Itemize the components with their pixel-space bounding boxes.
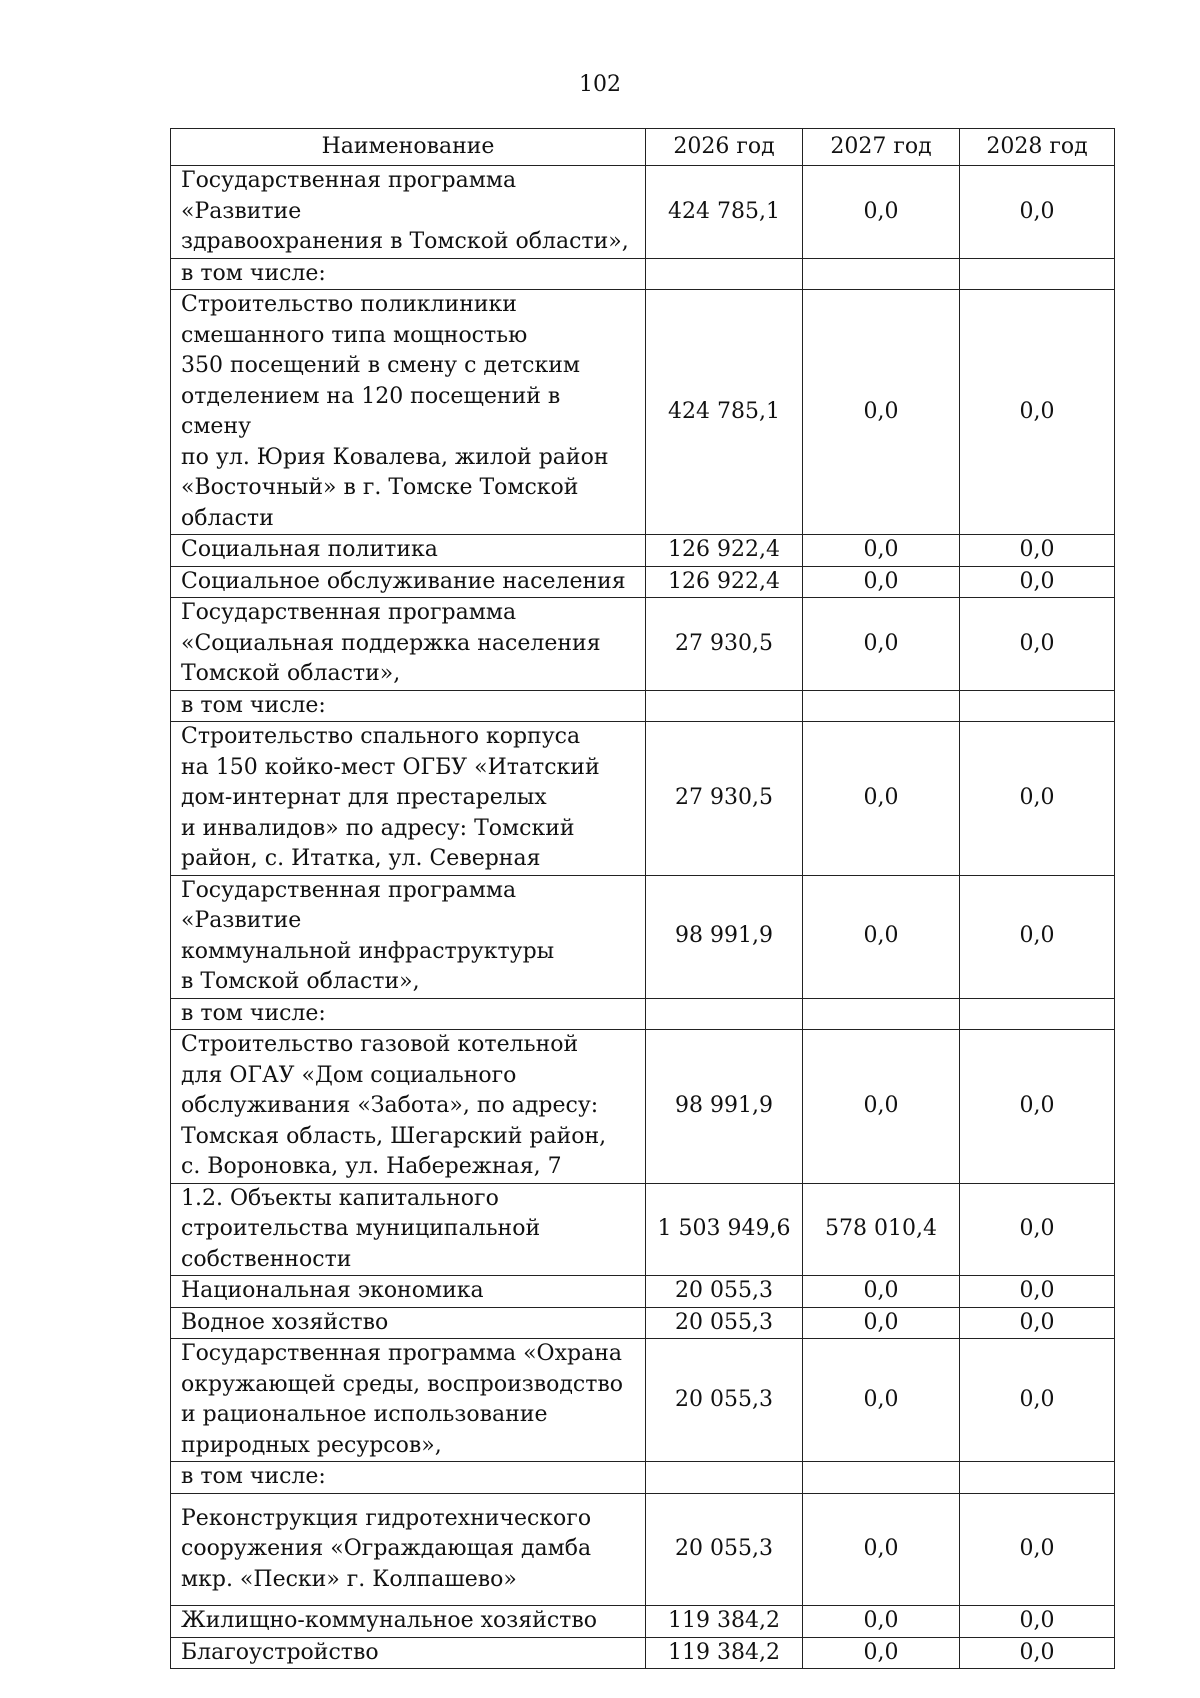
value-2026 [646, 998, 803, 1030]
row-name: Государственная программа «Социальная поддержка населения Томской области», [171, 598, 646, 691]
value-2028: 0,0 [960, 1493, 1115, 1606]
value-2028: 0,0 [960, 875, 1115, 998]
header-2028: 2028 год [960, 129, 1115, 166]
table-row [171, 722, 1115, 876]
header-2027: 2027 год [803, 129, 960, 166]
value-2028: 0,0 [960, 598, 1115, 691]
table-row [171, 290, 1115, 535]
value-2028 [960, 1462, 1115, 1494]
row-name: 1.2. Объекты капитального строительства муниципальной собственности [171, 1183, 646, 1276]
value-2027 [803, 998, 960, 1030]
value-2028: 0,0 [960, 1307, 1115, 1339]
value-2027: 0,0 [803, 1030, 960, 1184]
row-name: Реконструкция гидротехнического сооружения «Ограждающая дамба мкр. «Пески» г. Колпашево» [171, 1493, 646, 1606]
row-name: в том числе: [171, 998, 646, 1030]
table-row [171, 1493, 1115, 1606]
value-2028: 0,0 [960, 1637, 1115, 1669]
value-2026 [646, 1462, 803, 1494]
row-name: Водное хозяйство [171, 1307, 646, 1339]
value-2027: 0,0 [803, 875, 960, 998]
value-2026 [646, 258, 803, 290]
table-row [171, 566, 1115, 598]
table-header-row [171, 129, 1115, 166]
value-2026: 1 503 949,6 [646, 1183, 803, 1276]
header-2026: 2026 год [646, 129, 803, 166]
row-name: Жилищно-коммунальное хозяйство [171, 1606, 646, 1638]
value-2026: 98 991,9 [646, 875, 803, 998]
value-2027: 0,0 [803, 1339, 960, 1462]
value-2026: 126 922,4 [646, 566, 803, 598]
value-2028 [960, 998, 1115, 1030]
table-row [171, 1462, 1115, 1494]
value-2027: 0,0 [803, 566, 960, 598]
row-name: Строительство спального корпуса на 150 койко-мест ОГБУ «Итатский дом-интернат для престарелых и инвалидов» по адресу: Томский район, с. Итатка, ул. Северная [171, 722, 646, 876]
value-2028: 0,0 [960, 166, 1115, 259]
value-2028: 0,0 [960, 290, 1115, 535]
page-number: 102 [579, 72, 621, 97]
value-2026: 424 785,1 [646, 166, 803, 259]
row-name: Национальная экономика [171, 1276, 646, 1308]
value-2026: 27 930,5 [646, 598, 803, 691]
row-name: Строительство поликлиники смешанного типа мощностью 350 посещений в смену с детским отделением на 120 посещений в смену по ул. Юрия Ковалева, жилой район «Восточный» в г. Томске Томской области [171, 290, 646, 535]
table-row [171, 1030, 1115, 1184]
value-2027: 0,0 [803, 1606, 960, 1638]
table-row [171, 535, 1115, 567]
value-2026: 20 055,3 [646, 1493, 803, 1606]
row-name: Социальная политика [171, 535, 646, 567]
row-name: в том числе: [171, 258, 646, 290]
value-2028: 0,0 [960, 1276, 1115, 1308]
value-2027: 0,0 [803, 290, 960, 535]
value-2028 [960, 690, 1115, 722]
value-2027 [803, 258, 960, 290]
value-2026: 27 930,5 [646, 722, 803, 876]
value-2027: 0,0 [803, 1307, 960, 1339]
value-2027 [803, 690, 960, 722]
table-row [171, 690, 1115, 722]
table-row [171, 875, 1115, 998]
value-2027: 0,0 [803, 166, 960, 259]
table-row [171, 998, 1115, 1030]
value-2028 [960, 258, 1115, 290]
value-2027: 0,0 [803, 1637, 960, 1669]
value-2026: 20 055,3 [646, 1339, 803, 1462]
value-2027: 0,0 [803, 1493, 960, 1606]
row-name: Строительство газовой котельной для ОГАУ «Дом социального обслуживания «Забота», по адресу: Томская область, Шегарский район, с. Вороновка, ул. Набережная, 7 [171, 1030, 646, 1184]
table-row [171, 1637, 1115, 1669]
value-2026: 119 384,2 [646, 1606, 803, 1638]
value-2028: 0,0 [960, 1339, 1115, 1462]
value-2028: 0,0 [960, 535, 1115, 567]
table-row [171, 1183, 1115, 1276]
table-row [171, 1606, 1115, 1638]
value-2028: 0,0 [960, 1606, 1115, 1638]
value-2026: 20 055,3 [646, 1276, 803, 1308]
budget-table [170, 128, 1115, 1669]
value-2027 [803, 1462, 960, 1494]
value-2027: 0,0 [803, 535, 960, 567]
table-row [171, 258, 1115, 290]
table-row [171, 598, 1115, 691]
value-2026: 98 991,9 [646, 1030, 803, 1184]
value-2027: 578 010,4 [803, 1183, 960, 1276]
value-2028: 0,0 [960, 566, 1115, 598]
table-row [171, 166, 1115, 259]
table-row [171, 1339, 1115, 1462]
value-2028: 0,0 [960, 722, 1115, 876]
row-name: в том числе: [171, 1462, 646, 1494]
table-row [171, 1276, 1115, 1308]
row-name: Государственная программа «Развитие здравоохранения в Томской области», [171, 166, 646, 259]
value-2026 [646, 690, 803, 722]
row-name: Государственная программа «Охрана окружающей среды, воспроизводство и рациональное использование природных ресурсов», [171, 1339, 646, 1462]
table-row [171, 1307, 1115, 1339]
row-name: Социальное обслуживание населения [171, 566, 646, 598]
value-2028: 0,0 [960, 1030, 1115, 1184]
value-2028: 0,0 [960, 1183, 1115, 1276]
value-2027: 0,0 [803, 598, 960, 691]
value-2026: 126 922,4 [646, 535, 803, 567]
value-2026: 424 785,1 [646, 290, 803, 535]
row-name: Благоустройство [171, 1637, 646, 1669]
value-2027: 0,0 [803, 722, 960, 876]
header-name: Наименование [171, 129, 646, 166]
row-name: в том числе: [171, 690, 646, 722]
value-2026: 20 055,3 [646, 1307, 803, 1339]
value-2027: 0,0 [803, 1276, 960, 1308]
row-name: Государственная программа «Развитие коммунальной инфраструктуры в Томской области», [171, 875, 646, 998]
value-2026: 119 384,2 [646, 1637, 803, 1669]
